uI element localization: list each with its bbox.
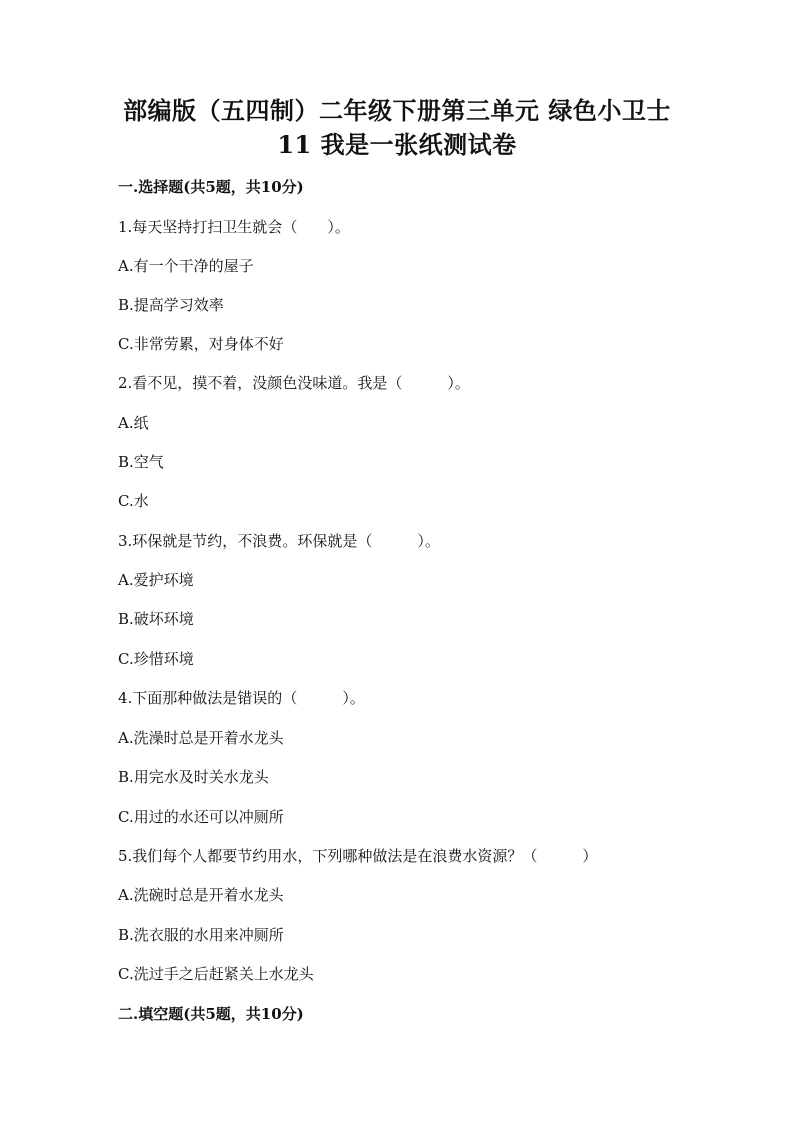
question-5-option-b: B.洗衣服的水用来冲厕所 xyxy=(118,926,284,944)
question-4-option-a: A.洗澡时总是开着水龙头 xyxy=(118,729,284,747)
question-5-stem: 5.我们每个人都要节约用水，下列哪种做法是在浪费水资源？（ ） xyxy=(118,847,598,865)
page-subtitle: 11 我是一张纸测试卷 xyxy=(277,130,517,159)
question-5-option-c: C.洗过手之后赶紧关上水龙头 xyxy=(118,965,314,983)
question-4-option-c: C.用过的水还可以冲厕所 xyxy=(118,808,284,826)
question-4-stem: 4.下面那种做法是错误的（ ）。 xyxy=(118,689,365,707)
question-2-stem: 2.看不见，摸不着，没颜色没味道。我是（ ）。 xyxy=(118,374,470,392)
question-4-option-b: B.用完水及时关水龙头 xyxy=(118,768,269,786)
question-5-option-a: A.洗碗时总是开着水龙头 xyxy=(118,886,284,904)
question-2-option-a: A.纸 xyxy=(118,414,149,432)
question-2-option-c: C.水 xyxy=(118,492,149,510)
question-2-option-b: B.空气 xyxy=(118,453,164,471)
question-1-stem: 1.每天坚持打扫卫生就会（ ）。 xyxy=(118,218,350,236)
section-heading-choice: 一.选择题(共5题，共10分) xyxy=(118,178,304,196)
question-3-option-c: C.珍惜环境 xyxy=(118,650,194,668)
section-heading-fill: 二.填空题(共5题，共10分) xyxy=(118,1005,304,1023)
question-1-option-a: A.有一个干净的屋子 xyxy=(118,257,254,275)
question-3-option-a: A.爱护环境 xyxy=(118,571,194,589)
question-1-option-b: B.提高学习效率 xyxy=(118,296,224,314)
question-1-option-c: C.非常劳累，对身体不好 xyxy=(118,335,284,353)
question-3-option-b: B.破坏环境 xyxy=(118,610,194,628)
page-title: 部编版（五四制）二年级下册第三单元 绿色小卫士 xyxy=(123,96,671,125)
question-3-stem: 3.环保就是节约，不浪费。环保就是（ ）。 xyxy=(118,532,440,550)
